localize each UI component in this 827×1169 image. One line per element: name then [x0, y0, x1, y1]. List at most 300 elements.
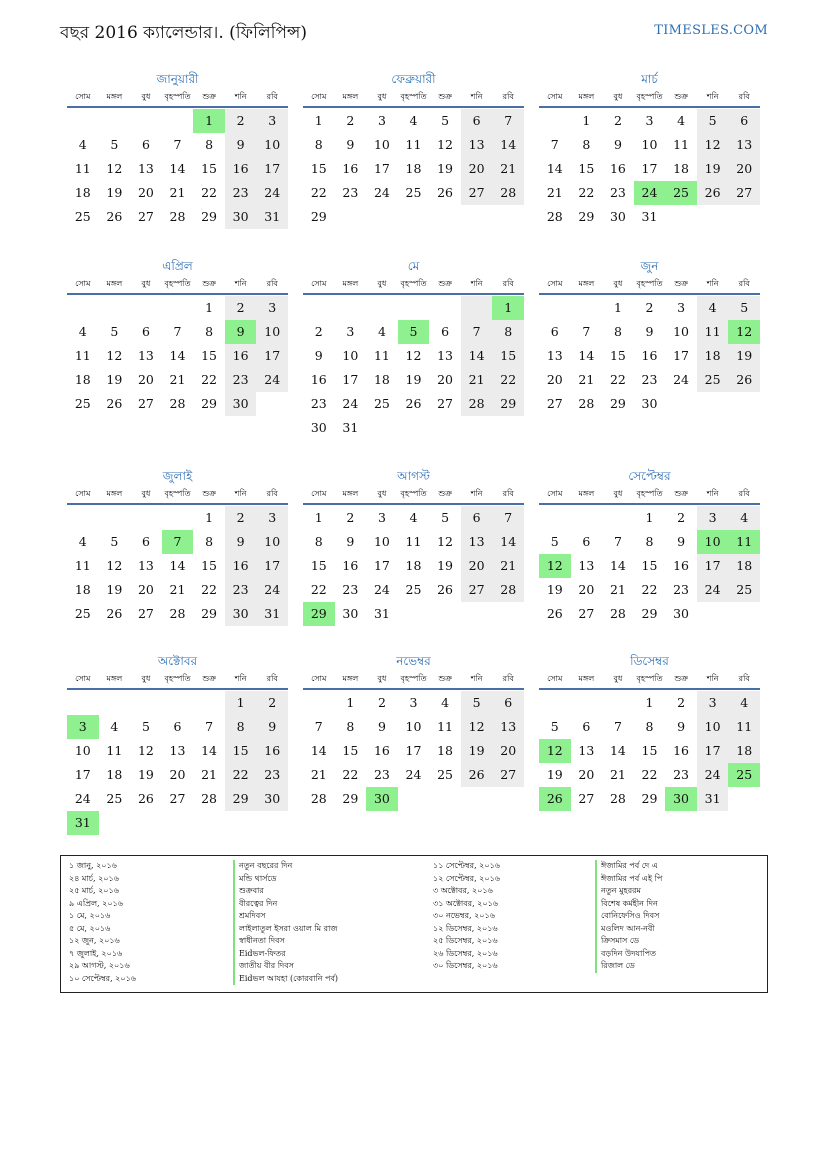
day-cell[interactable]: 28	[609, 606, 626, 621]
day-cell[interactable]: 8	[205, 534, 214, 549]
day-cell[interactable]: 9	[645, 324, 654, 339]
day-cell[interactable]: 29	[578, 209, 595, 224]
day-cell[interactable]: 17	[74, 767, 91, 782]
day-cell[interactable]: 18	[728, 739, 760, 763]
day-cell[interactable]: 11	[405, 137, 422, 152]
day-cell[interactable]: 15	[201, 558, 218, 573]
day-cell[interactable]: 27	[492, 763, 524, 787]
day-cell[interactable]: 11	[373, 348, 390, 363]
day-cell[interactable]: 31	[256, 602, 288, 626]
day-cell[interactable]: 23	[225, 181, 257, 205]
holiday-day-cell[interactable]: 11	[728, 530, 760, 554]
day-cell[interactable]: 28	[169, 209, 186, 224]
day-cell[interactable]: 9	[677, 719, 686, 734]
day-cell[interactable]: 28	[492, 578, 524, 602]
day-cell[interactable]: 5	[441, 113, 450, 128]
holiday-day-cell[interactable]: 12	[728, 320, 760, 344]
holiday-day-cell[interactable]: 10	[697, 530, 729, 554]
day-cell[interactable]: 2	[677, 695, 686, 710]
day-cell[interactable]: 15	[201, 348, 218, 363]
day-cell[interactable]: 31	[342, 420, 359, 435]
day-cell[interactable]: 20	[728, 157, 760, 181]
day-cell[interactable]: 22	[578, 185, 595, 200]
day-cell[interactable]: 31	[697, 787, 729, 811]
day-cell[interactable]: 24	[256, 181, 288, 205]
day-cell[interactable]: 6	[461, 109, 493, 133]
day-cell[interactable]: 22	[201, 372, 218, 387]
day-cell[interactable]: 18	[405, 161, 422, 176]
day-cell[interactable]: 14	[492, 530, 524, 554]
day-cell[interactable]: 25	[728, 578, 760, 602]
day-cell[interactable]: 22	[641, 767, 658, 782]
day-cell[interactable]: 5	[110, 534, 119, 549]
day-cell[interactable]: 27	[137, 209, 154, 224]
day-cell[interactable]: 15	[641, 743, 658, 758]
day-cell[interactable]: 4	[677, 113, 686, 128]
day-cell[interactable]: 14	[609, 743, 626, 758]
day-cell[interactable]: 24	[74, 791, 91, 806]
day-cell[interactable]: 11	[728, 715, 760, 739]
day-cell[interactable]: 22	[641, 582, 658, 597]
day-cell[interactable]: 7	[550, 137, 559, 152]
day-cell[interactable]: 28	[169, 606, 186, 621]
day-cell[interactable]: 11	[437, 719, 454, 734]
day-cell[interactable]: 4	[728, 691, 760, 715]
holiday-day-cell[interactable]: 25	[728, 763, 760, 787]
day-cell[interactable]: 16	[342, 161, 359, 176]
day-cell[interactable]: 15	[641, 558, 658, 573]
day-cell[interactable]: 3	[377, 113, 386, 128]
day-cell[interactable]: 4	[377, 324, 386, 339]
day-cell[interactable]: 9	[346, 137, 355, 152]
day-cell[interactable]: 27	[546, 396, 563, 411]
day-cell[interactable]: 1	[613, 300, 622, 315]
day-cell[interactable]: 12	[106, 348, 123, 363]
day-cell[interactable]: 7	[173, 324, 182, 339]
day-cell[interactable]: 6	[728, 109, 760, 133]
holiday-day-cell[interactable]: 12	[539, 554, 571, 578]
day-cell[interactable]: 16	[310, 372, 327, 387]
day-cell[interactable]: 5	[461, 691, 493, 715]
day-cell[interactable]: 16	[373, 743, 390, 758]
day-cell[interactable]: 26	[697, 181, 729, 205]
day-cell[interactable]: 6	[492, 691, 524, 715]
day-cell[interactable]: 16	[641, 348, 658, 363]
day-cell[interactable]: 7	[613, 719, 622, 734]
day-cell[interactable]: 17	[373, 558, 390, 573]
day-cell[interactable]: 13	[578, 558, 595, 573]
day-cell[interactable]: 19	[728, 344, 760, 368]
day-cell[interactable]: 6	[582, 534, 591, 549]
day-cell[interactable]: 30	[310, 420, 327, 435]
day-cell[interactable]: 27	[461, 181, 493, 205]
day-cell[interactable]: 5	[110, 324, 119, 339]
day-cell[interactable]: 20	[492, 739, 524, 763]
day-cell[interactable]: 16	[225, 554, 257, 578]
day-cell[interactable]: 23	[310, 396, 327, 411]
day-cell[interactable]: 1	[314, 510, 323, 525]
day-cell[interactable]: 9	[613, 137, 622, 152]
day-cell[interactable]: 20	[461, 554, 493, 578]
day-cell[interactable]: 22	[492, 368, 524, 392]
day-cell[interactable]: 25	[106, 791, 123, 806]
day-cell[interactable]: 17	[373, 161, 390, 176]
day-cell[interactable]: 25	[697, 368, 729, 392]
day-cell[interactable]: 10	[256, 320, 288, 344]
day-cell[interactable]: 4	[78, 324, 87, 339]
day-cell[interactable]: 13	[461, 530, 493, 554]
holiday-day-cell[interactable]: 12	[539, 739, 571, 763]
day-cell[interactable]: 26	[106, 606, 123, 621]
day-cell[interactable]: 2	[225, 296, 257, 320]
day-cell[interactable]: 30	[256, 787, 288, 811]
day-cell[interactable]: 4	[409, 510, 418, 525]
day-cell[interactable]: 13	[137, 348, 154, 363]
day-cell[interactable]: 28	[201, 791, 218, 806]
day-cell[interactable]: 27	[437, 396, 454, 411]
day-cell[interactable]: 19	[697, 157, 729, 181]
day-cell[interactable]: 11	[74, 558, 91, 573]
day-cell[interactable]: 5	[141, 719, 150, 734]
day-cell[interactable]: 8	[582, 137, 591, 152]
day-cell[interactable]: 8	[645, 719, 654, 734]
day-cell[interactable]: 18	[673, 161, 690, 176]
day-cell[interactable]: 3	[256, 109, 288, 133]
day-cell[interactable]: 26	[405, 396, 422, 411]
holiday-day-cell[interactable]: 25	[665, 181, 697, 205]
day-cell[interactable]: 26	[106, 209, 123, 224]
day-cell[interactable]: 18	[405, 558, 422, 573]
day-cell[interactable]: 18	[373, 372, 390, 387]
day-cell[interactable]: 8	[314, 534, 323, 549]
day-cell[interactable]: 11	[697, 320, 729, 344]
day-cell[interactable]: 31	[641, 209, 658, 224]
day-cell[interactable]: 13	[137, 161, 154, 176]
day-cell[interactable]: 10	[256, 133, 288, 157]
holiday-day-cell[interactable]: 1	[492, 296, 524, 320]
day-cell[interactable]: 20	[437, 372, 454, 387]
day-cell[interactable]: 29	[641, 791, 658, 806]
day-cell[interactable]: 11	[673, 137, 690, 152]
day-cell[interactable]: 13	[437, 348, 454, 363]
holiday-day-cell[interactable]: 31	[67, 811, 99, 835]
day-cell[interactable]: 1	[645, 510, 654, 525]
day-cell[interactable]: 21	[201, 767, 218, 782]
day-cell[interactable]: 26	[546, 606, 563, 621]
day-cell[interactable]: 11	[106, 743, 123, 758]
day-cell[interactable]: 19	[106, 582, 123, 597]
day-cell[interactable]: 16	[256, 739, 288, 763]
day-cell[interactable]: 28	[310, 791, 327, 806]
day-cell[interactable]: 15	[310, 161, 327, 176]
day-cell[interactable]: 14	[609, 558, 626, 573]
day-cell[interactable]: 20	[137, 582, 154, 597]
day-cell[interactable]: 2	[645, 300, 654, 315]
day-cell[interactable]: 18	[74, 582, 91, 597]
day-cell[interactable]: 15	[578, 161, 595, 176]
day-cell[interactable]: 25	[405, 582, 422, 597]
day-cell[interactable]: 23	[609, 185, 626, 200]
day-cell[interactable]: 10	[256, 530, 288, 554]
day-cell[interactable]: 18	[106, 767, 123, 782]
day-cell[interactable]: 12	[137, 743, 154, 758]
day-cell[interactable]: 13	[169, 743, 186, 758]
day-cell[interactable]: 31	[373, 606, 390, 621]
day-cell[interactable]: 29	[201, 606, 218, 621]
day-cell[interactable]: 21	[169, 582, 186, 597]
holiday-day-cell[interactable]: 9	[225, 320, 257, 344]
day-cell[interactable]: 24	[256, 578, 288, 602]
day-cell[interactable]: 29	[201, 209, 218, 224]
day-cell[interactable]: 17	[256, 344, 288, 368]
day-cell[interactable]: 6	[582, 719, 591, 734]
day-cell[interactable]: 4	[78, 137, 87, 152]
day-cell[interactable]: 19	[437, 161, 454, 176]
day-cell[interactable]: 27	[461, 578, 493, 602]
day-cell[interactable]: 6	[141, 534, 150, 549]
day-cell[interactable]: 19	[546, 582, 563, 597]
day-cell[interactable]: 7	[461, 320, 493, 344]
day-cell[interactable]: 6	[141, 324, 150, 339]
day-cell[interactable]: 11	[74, 348, 91, 363]
day-cell[interactable]: 13	[492, 715, 524, 739]
day-cell[interactable]: 9	[225, 530, 257, 554]
day-cell[interactable]: 18	[697, 344, 729, 368]
day-cell[interactable]: 24	[342, 396, 359, 411]
day-cell[interactable]: 18	[74, 372, 91, 387]
day-cell[interactable]: 3	[409, 695, 418, 710]
day-cell[interactable]: 29	[641, 606, 658, 621]
day-cell[interactable]: 17	[256, 554, 288, 578]
day-cell[interactable]: 4	[409, 113, 418, 128]
day-cell[interactable]: 9	[256, 715, 288, 739]
day-cell[interactable]: 1	[314, 113, 323, 128]
day-cell[interactable]: 7	[492, 506, 524, 530]
day-cell[interactable]: 7	[582, 324, 591, 339]
day-cell[interactable]: 1	[205, 510, 214, 525]
day-cell[interactable]: 24	[373, 185, 390, 200]
day-cell[interactable]: 24	[256, 368, 288, 392]
day-cell[interactable]: 16	[673, 558, 690, 573]
day-cell[interactable]: 30	[225, 602, 257, 626]
day-cell[interactable]: 24	[373, 582, 390, 597]
day-cell[interactable]: 8	[613, 324, 622, 339]
day-cell[interactable]: 14	[578, 348, 595, 363]
day-cell[interactable]: 8	[346, 719, 355, 734]
day-cell[interactable]: 26	[461, 763, 493, 787]
holiday-day-cell[interactable]: 30	[366, 787, 398, 811]
day-cell[interactable]: 12	[106, 558, 123, 573]
day-cell[interactable]: 17	[697, 554, 729, 578]
day-cell[interactable]: 5	[697, 109, 729, 133]
day-cell[interactable]: 16	[673, 743, 690, 758]
day-cell[interactable]: 27	[137, 396, 154, 411]
day-cell[interactable]: 20	[169, 767, 186, 782]
day-cell[interactable]: 30	[225, 392, 257, 416]
day-cell[interactable]: 21	[169, 185, 186, 200]
day-cell[interactable]: 13	[546, 348, 563, 363]
day-cell[interactable]: 19	[106, 372, 123, 387]
day-cell[interactable]: 20	[137, 372, 154, 387]
day-cell[interactable]: 8	[645, 534, 654, 549]
day-cell[interactable]: 6	[441, 324, 450, 339]
day-cell[interactable]: 17	[342, 372, 359, 387]
day-cell[interactable]: 8	[492, 320, 524, 344]
day-cell[interactable]: 28	[609, 791, 626, 806]
day-cell[interactable]: 20	[461, 157, 493, 181]
day-cell[interactable]: 21	[546, 185, 563, 200]
day-cell[interactable]: 15	[310, 558, 327, 573]
day-cell[interactable]: 22	[201, 582, 218, 597]
day-cell[interactable]: 10	[673, 324, 690, 339]
day-cell[interactable]: 9	[346, 534, 355, 549]
day-cell[interactable]: 6	[550, 324, 559, 339]
holiday-day-cell[interactable]: 5	[398, 320, 430, 344]
day-cell[interactable]: 25	[74, 396, 91, 411]
day-cell[interactable]: 8	[205, 324, 214, 339]
day-cell[interactable]: 4	[110, 719, 119, 734]
day-cell[interactable]: 21	[492, 554, 524, 578]
day-cell[interactable]: 12	[437, 137, 454, 152]
day-cell[interactable]: 10	[405, 719, 422, 734]
day-cell[interactable]: 21	[609, 767, 626, 782]
day-cell[interactable]: 23	[342, 185, 359, 200]
day-cell[interactable]: 14	[461, 344, 493, 368]
day-cell[interactable]: 26	[728, 368, 760, 392]
day-cell[interactable]: 18	[437, 743, 454, 758]
day-cell[interactable]: 3	[346, 324, 355, 339]
day-cell[interactable]: 24	[405, 767, 422, 782]
holiday-day-cell[interactable]: 29	[303, 602, 335, 626]
day-cell[interactable]: 24	[697, 578, 729, 602]
day-cell[interactable]: 8	[314, 137, 323, 152]
day-cell[interactable]: 5	[550, 719, 559, 734]
day-cell[interactable]: 23	[673, 582, 690, 597]
day-cell[interactable]: 10	[697, 715, 729, 739]
day-cell[interactable]: 2	[225, 506, 257, 530]
day-cell[interactable]: 30	[673, 606, 690, 621]
day-cell[interactable]: 1	[645, 695, 654, 710]
holiday-day-cell[interactable]: 3	[67, 715, 99, 739]
day-cell[interactable]: 29	[609, 396, 626, 411]
day-cell[interactable]: 19	[405, 372, 422, 387]
day-cell[interactable]: 14	[201, 743, 218, 758]
day-cell[interactable]: 13	[137, 558, 154, 573]
day-cell[interactable]: 23	[225, 368, 257, 392]
day-cell[interactable]: 1	[205, 300, 214, 315]
day-cell[interactable]: 22	[225, 763, 257, 787]
day-cell[interactable]: 19	[461, 739, 493, 763]
day-cell[interactable]: 6	[173, 719, 182, 734]
day-cell[interactable]: 19	[137, 767, 154, 782]
day-cell[interactable]: 17	[697, 739, 729, 763]
day-cell[interactable]: 30	[225, 205, 257, 229]
day-cell[interactable]: 24	[673, 372, 690, 387]
day-cell[interactable]: 28	[578, 396, 595, 411]
day-cell[interactable]: 16	[609, 161, 626, 176]
day-cell[interactable]: 15	[225, 739, 257, 763]
day-cell[interactable]: 4	[697, 296, 729, 320]
day-cell[interactable]: 21	[609, 582, 626, 597]
day-cell[interactable]: 7	[613, 534, 622, 549]
day-cell[interactable]: 4	[441, 695, 450, 710]
day-cell[interactable]: 29	[310, 209, 327, 224]
day-cell[interactable]: 14	[310, 743, 327, 758]
site-brand[interactable]: TIMESLES.COM	[654, 23, 768, 38]
day-cell[interactable]: 15	[492, 344, 524, 368]
day-cell[interactable]: 5	[550, 534, 559, 549]
day-cell[interactable]: 19	[546, 767, 563, 782]
holiday-day-cell[interactable]: 1	[193, 109, 225, 133]
day-cell[interactable]: 2	[314, 324, 323, 339]
day-cell[interactable]: 8	[205, 137, 214, 152]
day-cell[interactable]: 21	[578, 372, 595, 387]
day-cell[interactable]: 18	[74, 185, 91, 200]
day-cell[interactable]: 21	[310, 767, 327, 782]
day-cell[interactable]: 28	[169, 396, 186, 411]
holiday-day-cell[interactable]: 7	[162, 530, 194, 554]
day-cell[interactable]: 28	[461, 392, 493, 416]
day-cell[interactable]: 10	[373, 137, 390, 152]
day-cell[interactable]: 29	[225, 787, 257, 811]
day-cell[interactable]: 2	[346, 113, 355, 128]
day-cell[interactable]: 29	[201, 396, 218, 411]
day-cell[interactable]: 23	[373, 767, 390, 782]
day-cell[interactable]: 3	[677, 300, 686, 315]
day-cell[interactable]: 2	[377, 695, 386, 710]
day-cell[interactable]: 23	[342, 582, 359, 597]
day-cell[interactable]: 17	[405, 743, 422, 758]
day-cell[interactable]: 22	[201, 185, 218, 200]
day-cell[interactable]: 25	[437, 767, 454, 782]
day-cell[interactable]: 7	[173, 137, 182, 152]
day-cell[interactable]: 22	[310, 185, 327, 200]
day-cell[interactable]: 5	[441, 510, 450, 525]
day-cell[interactable]: 22	[342, 767, 359, 782]
day-cell[interactable]: 4	[78, 534, 87, 549]
day-cell[interactable]: 21	[169, 372, 186, 387]
day-cell[interactable]: 7	[492, 109, 524, 133]
day-cell[interactable]: 14	[169, 558, 186, 573]
day-cell[interactable]: 22	[310, 582, 327, 597]
day-cell[interactable]: 3	[697, 691, 729, 715]
day-cell[interactable]: 11	[74, 161, 91, 176]
day-cell[interactable]: 2	[346, 510, 355, 525]
day-cell[interactable]: 14	[169, 161, 186, 176]
day-cell[interactable]: 3	[645, 113, 654, 128]
day-cell[interactable]: 10	[342, 348, 359, 363]
day-cell[interactable]: 25	[74, 209, 91, 224]
day-cell[interactable]: 27	[137, 606, 154, 621]
day-cell[interactable]: 10	[74, 743, 91, 758]
day-cell[interactable]: 25	[373, 396, 390, 411]
day-cell[interactable]: 29	[492, 392, 524, 416]
day-cell[interactable]: 13	[578, 743, 595, 758]
day-cell[interactable]: 16	[342, 558, 359, 573]
day-cell[interactable]: 25	[74, 606, 91, 621]
day-cell[interactable]: 13	[461, 133, 493, 157]
day-cell[interactable]: 9	[377, 719, 386, 734]
day-cell[interactable]: 31	[256, 205, 288, 229]
day-cell[interactable]: 23	[256, 763, 288, 787]
day-cell[interactable]: 14	[492, 133, 524, 157]
day-cell[interactable]: 5	[110, 137, 119, 152]
day-cell[interactable]: 13	[728, 133, 760, 157]
day-cell[interactable]: 21	[461, 368, 493, 392]
day-cell[interactable]: 12	[437, 534, 454, 549]
day-cell[interactable]: 6	[461, 506, 493, 530]
day-cell[interactable]: 8	[225, 715, 257, 739]
